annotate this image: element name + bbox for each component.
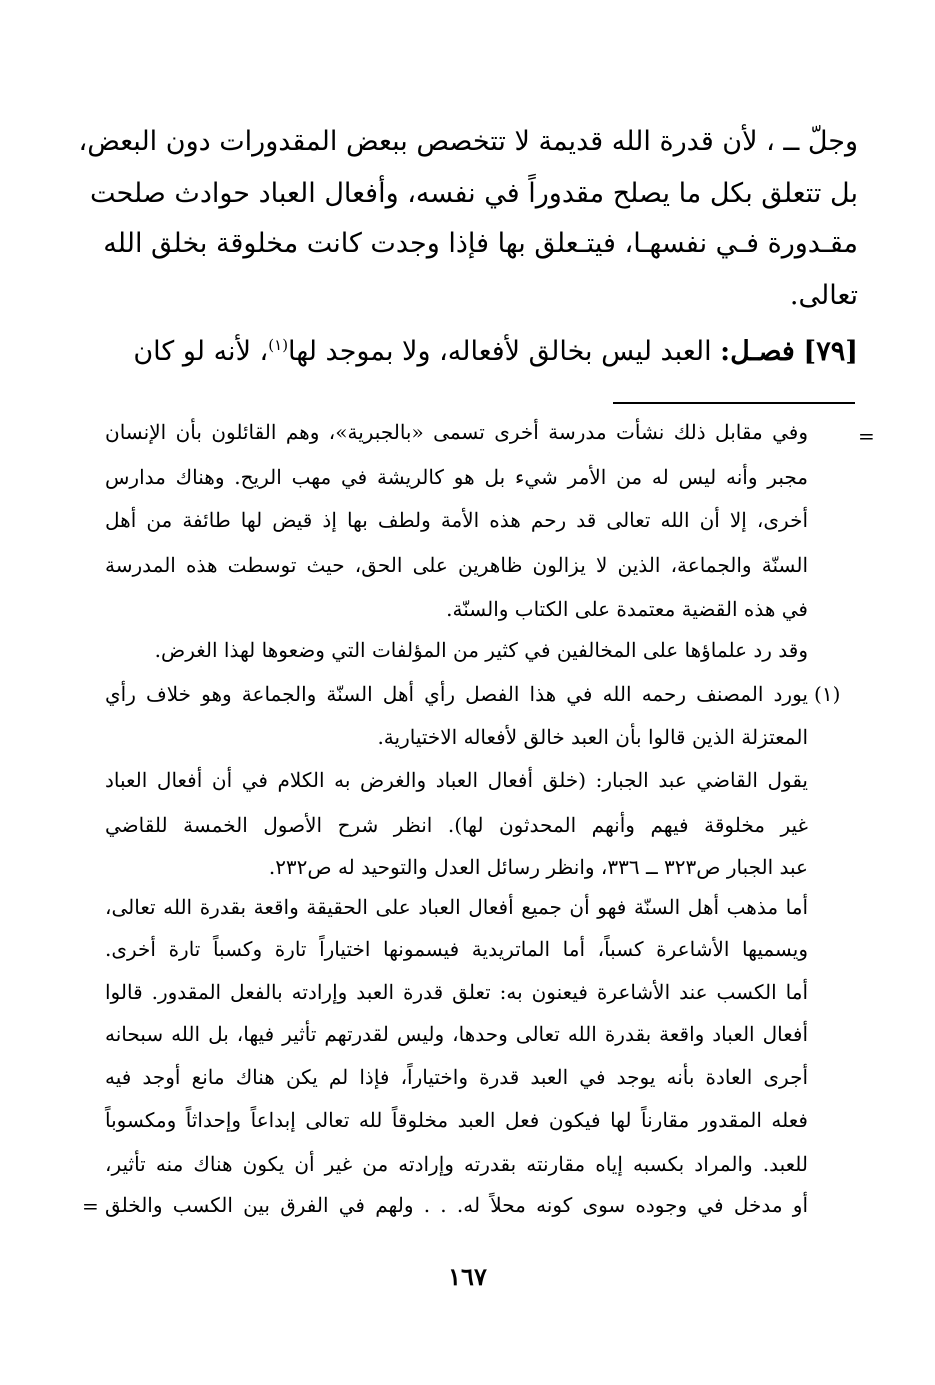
footnote-1-line: فعله المقدور مقارناً لها فيكون فعل العبد مخلوقاً لله تعالى إبداعاً وإحداثاً ومكسوباً xyxy=(105,1108,808,1132)
footnote-separator xyxy=(613,402,855,404)
continuation-marker: = xyxy=(858,424,875,448)
footnote-1-line: أما مذهب أهل السنّة فهو أن جميع أفعال العباد على الحقيقة واقعة بقدرة الله تعالى، xyxy=(105,895,808,919)
main-line-3: مقـدورة فـي نفسهـا، فيتـعلق بها فإذا وجدت كانت مخلوقة بخلق الله xyxy=(103,228,858,259)
footnote-ref: (١) xyxy=(268,336,289,354)
footnote-1-line: أو مدخل في وجوده سوى كونه محلاً له. . . ولهم في الفرق بين الكسب والخلق xyxy=(105,1193,808,1217)
footnote-1-line: المعتزلة الذين قالوا بأن العبد خالق لأفعاله الاختيارية. xyxy=(377,725,808,749)
footnote-1-line: غير مخلوقة فيهم وأنهم المحدثون لها). انظر شرح الأصول الخمسة للقاضي xyxy=(105,813,808,837)
main-line-2: بل تتعلق بكل ما يصلح مقدوراً في نفسه، وأفعال العباد حوادث صلحت xyxy=(90,178,858,209)
footnote-1-line: للعبد. والمراد بكسبه إياه مقارنته بقدرته وإرادته من غير أن يكون هناك منه تأثير، xyxy=(105,1152,808,1176)
footnote-1-marker: (١) xyxy=(814,682,841,706)
section-text-continued: ، لأنه لو كان xyxy=(133,336,269,367)
section-heading-line xyxy=(135,336,858,367)
footnote-1-line: يقول القاضي عبد الجبار: (خلق أفعال العباد والغرض به الكلام في أن أفعال العباد xyxy=(105,768,808,792)
footnote-1-line: يورد المصنف رحمه الله في هذا الفصل رأي أهل السنّة والجماعة وهو خلاف رأي xyxy=(105,682,808,706)
footnote-1-line: ويسميها الأشاعرة كسباً، أما الماتريدية فيسمونها اختياراً تارة وكسباً تارة أخرى. xyxy=(105,937,808,961)
footnote-line: مجبر وأنه ليس له من الأمر شيء بل هو كالريشة في مهب الريح. وهناك مدارس xyxy=(105,465,808,489)
footnote-line: في هذه القضية معتمدة على الكتاب والسنّة. xyxy=(446,597,808,621)
section-text: العبد ليس بخالق لأفعاله، ولا بموجد لها xyxy=(288,336,712,367)
footnote-1-line: أجرى العادة بأنه يوجد في العبد قدرة واختياراً، فإذا لم يكن هناك مانع أوجد فيه xyxy=(105,1065,808,1089)
footnote-1-line: أفعال العباد واقعة بقدرة الله تعالى وحدها، وليس لقدرتهم تأثير فيها، بل الله سبحانه xyxy=(105,1022,809,1046)
section-number: [٧٩] xyxy=(803,336,858,367)
section-heading: فصـل: xyxy=(720,336,795,367)
main-line-1: وجلّ ــ ، لأن قدرة الله قديمة لا تتخصص ببعض المقدورات دون البعض، xyxy=(78,126,858,157)
continuation-end-marker: = xyxy=(82,1194,99,1218)
main-line-4: تعالى. xyxy=(789,280,858,311)
page-number: ١٦٧ xyxy=(448,1262,487,1291)
footnote-line: أخرى، إلا أن الله تعالى قد رحم هذه الأمة ولطف بها إذ قيض لها طائفة من أهل xyxy=(105,508,808,532)
footnote-line: وفي مقابل ذلك نشأت مدرسة أخرى تسمى «بالجبرية»، وهم القائلون بأن الإنسان xyxy=(105,420,808,444)
footnote-line: وقد رد علماؤها على المخالفين في كثير من المؤلفات التي وضعوها لهذا الغرض. xyxy=(154,638,808,662)
footnote-1-line: عبد الجبار ص٣٢٣ ــ ٣٣٦، وانظر رسائل العدل والتوحيد له ص٢٣٢. xyxy=(268,855,808,879)
footnote-line: السنّة والجماعة، الذين لا يزالون ظاهرين على الحق، حيث توسطت هذه المدرسة xyxy=(105,553,808,577)
footnote-1-line: أما الكسب عند الأشاعرة فيعنون به: تعلق قدرة العبد وإرادته بالفعل المقدور. قالوا xyxy=(105,980,808,1004)
